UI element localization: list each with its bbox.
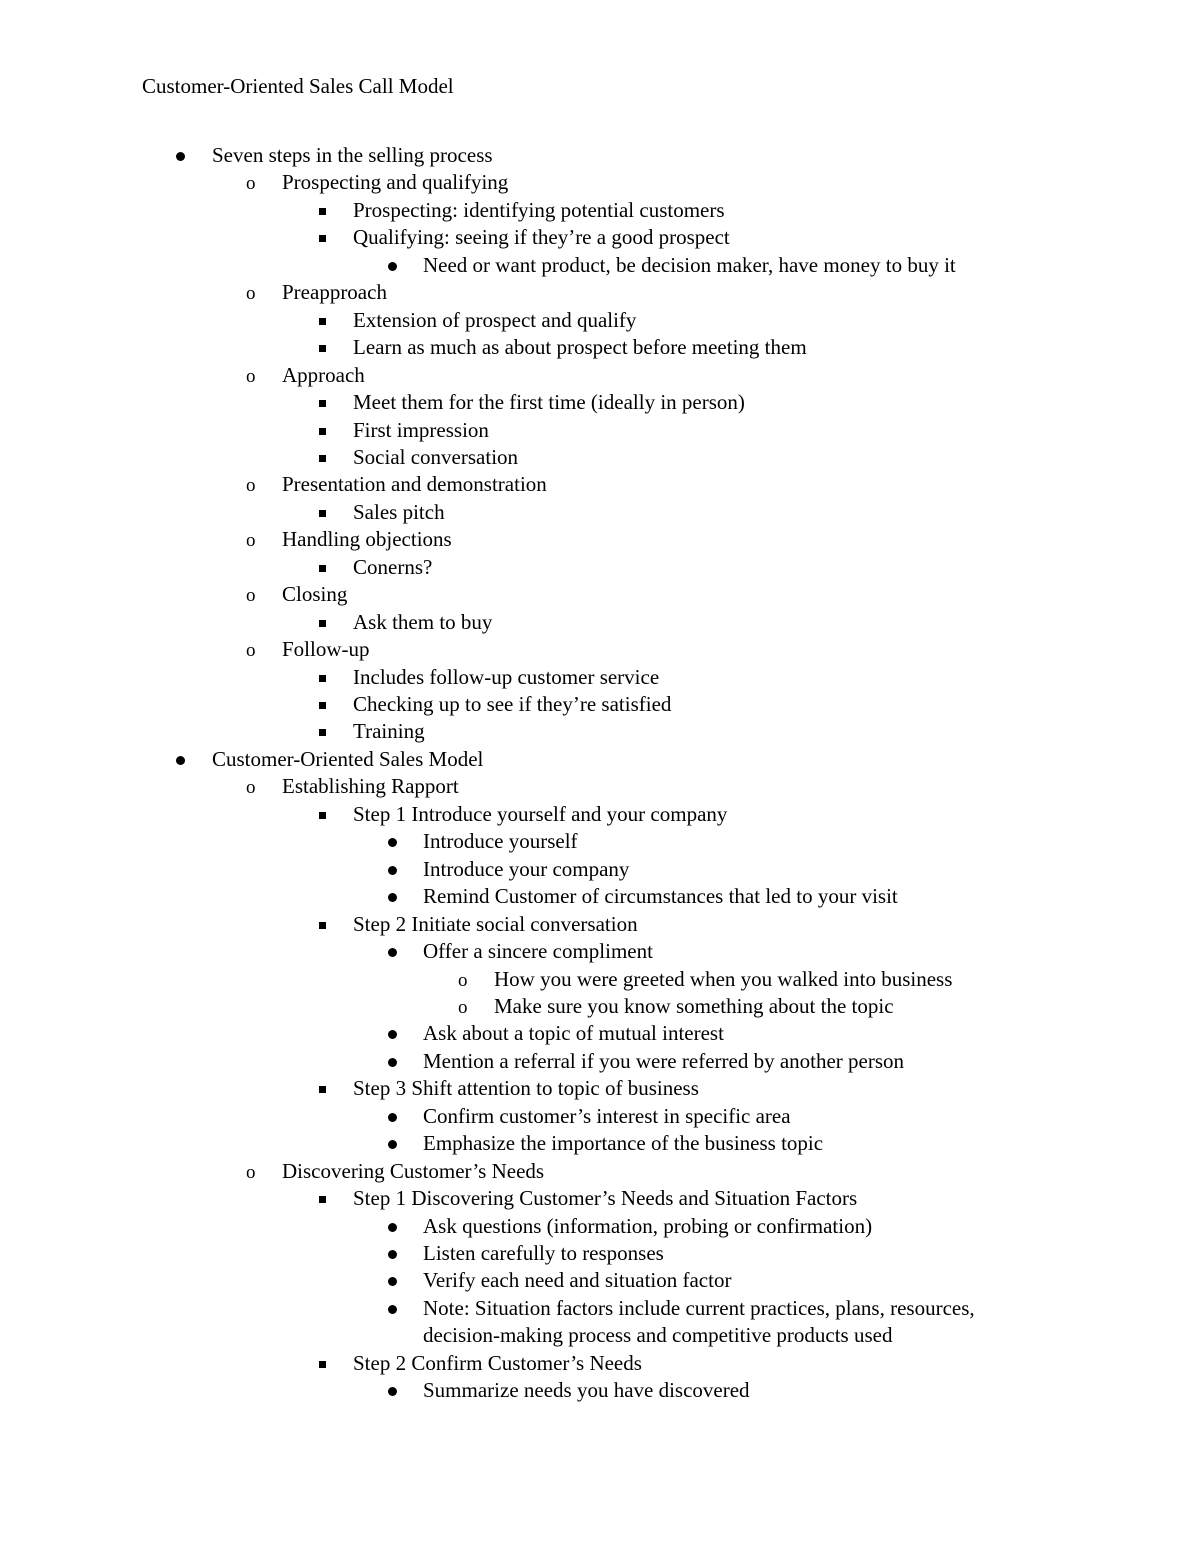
bullet-square-icon [319,1086,326,1093]
list-item-level-3: Ask them to buy [353,609,493,634]
list-item-level-3: Step 2 Initiate social conversation [353,911,638,936]
list-item-level-5: How you were greeted when you walked into business [494,966,953,991]
list-item-level-4: Confirm customer’s interest in specific area [423,1103,791,1128]
list-item-level-2: Handling objections [282,527,452,552]
bullet-square-icon [319,729,326,736]
bullet-square-icon [319,1361,326,1368]
bullet-dot-icon [388,1305,397,1314]
list-item-level-4: Emphasize the importance of the business topic [423,1131,824,1156]
list-item-level-3: Qualifying: seeing if they’re a good prospect [353,225,730,250]
list-item-level-3: Step 3 Shift attention to topic of business [353,1076,699,1101]
bullet-circle-icon: o [458,969,468,991]
list-item-level-4: Ask questions (information, probing or confirmation) [423,1213,873,1238]
list-item-level-3: Step 1 Discovering Customer’s Needs and Situation Factors [353,1186,858,1211]
list-item-level-5: Make sure you know something about the topic [494,993,894,1018]
list-item-level-4: Need or want product, be decision maker, have money to buy it [423,252,956,277]
bullet-circle-icon: o [458,996,468,1018]
list-item-level-3: Prospecting: identifying potential customers [353,197,725,222]
list-item-level-2: Closing [282,582,348,607]
page-title: Customer-Oriented Sales Call Model [142,74,454,98]
list-item-level-3: Step 1 Introduce yourself and your company [353,801,728,826]
bullet-circle-icon: o [246,365,256,387]
list-item-level-continuation: decision-making process and competitive products used [423,1323,893,1348]
list-item-level-3: Conerns? [353,554,433,579]
bullet-dot-icon [388,1030,397,1039]
bullet-dot-icon [388,866,397,875]
bullet-dot-icon [388,838,397,847]
bullet-dot-icon [388,893,397,902]
bullet-dot-icon [388,1058,397,1067]
bullet-dot-icon [388,1277,397,1286]
bullet-square-icon [319,1196,326,1203]
bullet-square-icon [319,675,326,682]
list-item-level-1: Customer-Oriented Sales Model [212,746,484,771]
bullet-circle-icon: o [246,640,256,662]
bullet-dot-icon [388,1250,397,1259]
list-item-level-2: Discovering Customer’s Needs [282,1158,545,1183]
list-item-level-2: Preapproach [282,280,387,305]
bullet-square-icon [319,345,326,352]
bullet-circle-icon: o [246,530,256,552]
bullet-square-icon [319,400,326,407]
list-item-level-4: Mention a referral if you were referred by another person [423,1048,905,1073]
bullet-dot-icon [388,1140,397,1149]
list-item-level-4: Listen carefully to responses [423,1241,664,1265]
bullet-circle-icon: o [246,585,256,607]
list-item-level-4: Offer a sincere compliment [423,939,653,964]
bullet-circle-icon: o [246,1161,256,1183]
bullet-square-icon [319,510,326,517]
list-item-level-3: Includes follow-up customer service [353,664,660,689]
list-item-level-3: Checking up to see if they’re satisfied [353,692,672,716]
list-item-level-3: Extension of prospect and qualify [353,307,637,332]
bullet-square-icon [319,812,326,819]
bullet-dot-icon [176,756,185,765]
bullet-dot-icon [388,1113,397,1122]
bullet-circle-icon: o [246,777,256,799]
bullet-circle-icon: o [246,475,256,497]
list-item-level-3: Sales pitch [353,499,445,524]
bullet-square-icon [319,428,326,435]
bullet-square-icon [319,565,326,572]
bullet-circle-icon: o [246,173,256,195]
bullet-square-icon [319,702,326,709]
list-item-level-4: Verify each need and situation factor [423,1268,732,1293]
list-item-level-2: Presentation and demonstration [282,472,547,497]
bullet-dot-icon [176,152,185,161]
list-item-level-2: Approach [282,362,365,387]
list-item-level-4: Introduce yourself [423,829,578,854]
list-item-level-3: Social conversation [353,444,519,469]
list-item-level-4: Ask about a topic of mutual interest [423,1021,724,1046]
bullet-square-icon [319,235,326,242]
bullet-square-icon [319,208,326,215]
list-item-level-4: Summarize needs you have discovered [423,1378,750,1403]
bullet-square-icon [319,922,326,929]
list-item-level-3: Learn as much as about prospect before meeting them [353,335,807,360]
bullet-dot-icon [388,262,397,271]
list-item-level-3: Meet them for the first time (ideally in person) [353,390,745,415]
list-item-level-4: Introduce your company [423,856,630,881]
list-item-level-2: Follow-up [282,637,370,662]
bullet-square-icon [319,455,326,462]
bullet-square-icon [319,318,326,325]
list-item-level-3: First impression [353,417,489,442]
list-item-level-4: Remind Customer of circumstances that led to your visit [423,884,898,909]
list-item-level-3: Step 2 Confirm Customer’s Needs [353,1350,642,1375]
bullet-dot-icon [388,948,397,957]
list-item-level-4: Note: Situation factors include current practices, plans, resources, [423,1295,975,1320]
list-item-level-2: Establishing Rapport [282,774,459,799]
list-item-level-2: Prospecting and qualifying [282,170,509,195]
bullet-dot-icon [388,1387,397,1396]
list-item-level-1: Seven steps in the selling process [212,143,493,167]
bullet-circle-icon: o [246,283,256,305]
bullet-square-icon [319,620,326,627]
list-item-level-3: Training [353,719,425,744]
bullet-dot-icon [388,1223,397,1232]
